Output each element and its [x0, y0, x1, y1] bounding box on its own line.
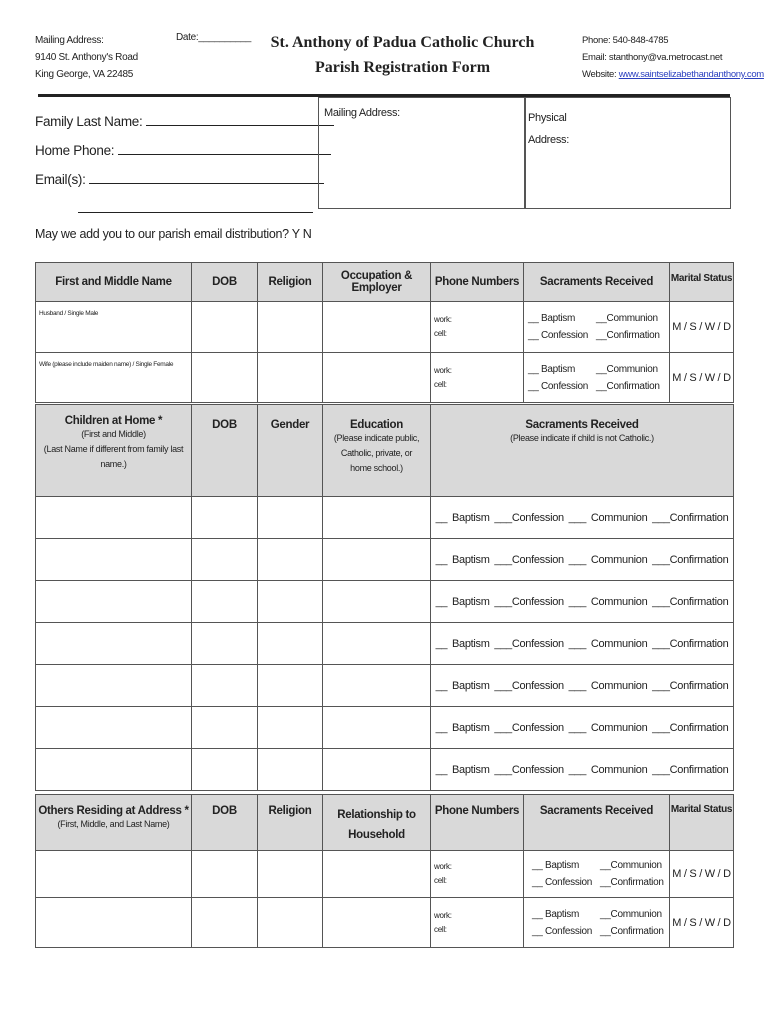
header-others-phone: Phone Numbers	[431, 795, 524, 851]
website-label: Website:	[582, 69, 617, 80]
confirmation-option[interactable]: __Confirmation	[600, 925, 664, 937]
header-others-marital: Marital Status	[670, 795, 734, 851]
child-education-cell[interactable]	[323, 497, 431, 539]
others-table	[35, 794, 734, 948]
church-mailing-address	[35, 32, 138, 83]
cell-label: cell:	[434, 876, 447, 885]
children-name-sub2: (Last Name if different from family last name.)	[43, 444, 184, 469]
wife-phone-cell[interactable]	[431, 353, 524, 403]
education-title: Education	[350, 419, 403, 431]
physical-address-box[interactable]	[524, 97, 731, 209]
child-dob-cell[interactable]	[192, 497, 258, 539]
church-name: St. Anthony of Padua Catholic Church	[270, 34, 535, 51]
other-sacraments-cell[interactable]	[524, 851, 670, 898]
communion-option[interactable]: __Communion	[600, 860, 662, 871]
baptism-option[interactable]: __ Baptism	[528, 313, 576, 324]
children-table	[35, 404, 734, 791]
other-row	[36, 851, 734, 898]
church-contact	[582, 32, 764, 83]
work-label: work:	[434, 315, 452, 324]
wife-marital-cell[interactable]: M / S / W / D	[670, 353, 734, 403]
child-name-cell[interactable]	[36, 497, 192, 539]
cell-label: cell:	[434, 924, 447, 934]
physical-address-box-label	[525, 98, 730, 151]
address-line-2: King George, VA 22485	[35, 69, 134, 80]
family-last-name-field[interactable]	[146, 111, 334, 126]
address-label: Address:	[528, 134, 570, 146]
child-name-cell[interactable]	[36, 623, 192, 665]
child-row	[36, 539, 734, 581]
header-children-gender: Gender	[258, 405, 323, 497]
work-label: work:	[434, 910, 452, 920]
communion-option[interactable]: __Communion	[596, 313, 658, 324]
child-row	[36, 623, 734, 665]
header-others-sacraments: Sacraments Received	[524, 795, 670, 851]
other-marital-cell[interactable]: M / S / W / D	[670, 898, 734, 948]
child-education-cell[interactable]	[323, 581, 431, 623]
mailing-address-box[interactable]	[318, 97, 526, 209]
adults-header-row	[36, 263, 734, 302]
wife-occupation-cell[interactable]	[323, 353, 431, 403]
husband-sacraments-cell[interactable]	[524, 302, 670, 353]
home-phone-row	[35, 140, 331, 158]
child-gender-cell[interactable]	[258, 581, 323, 623]
child-dob-cell[interactable]	[192, 665, 258, 707]
child-dob-cell[interactable]	[192, 581, 258, 623]
children-name-title: Children at Home *	[64, 415, 163, 427]
confession-option[interactable]: __ Confession	[528, 380, 589, 392]
husband-phone-cell[interactable]	[431, 302, 524, 353]
child-education-cell[interactable]	[323, 749, 431, 791]
emails-field-2[interactable]	[78, 198, 313, 213]
mailing-address-box-label: Mailing Address:	[324, 107, 400, 119]
others-name-title: Others Residing at Address *	[38, 805, 189, 817]
children-header-row	[36, 405, 734, 497]
child-dob-cell[interactable]	[192, 707, 258, 749]
husband-marital-cell[interactable]: M / S / W / D	[670, 302, 734, 353]
child-sacraments-cell[interactable]: __ Baptism ___Confession ___ Communion ___Confirmation	[431, 623, 734, 665]
others-name-sub: (First, Middle, and Last Name)	[57, 819, 170, 829]
other-religion-cell[interactable]	[258, 851, 323, 898]
email-distribution-question[interactable]: May we add you to our parish email distribution? Y N	[35, 227, 312, 241]
child-sacraments-cell[interactable]: __ Baptism ___Confession ___ Communion ___Confirmation	[431, 539, 734, 581]
home-phone-label: Home Phone:	[35, 143, 115, 158]
cell-label: cell:	[434, 379, 447, 389]
child-sacraments-cell[interactable]: __ Baptism ___Confession ___ Communion ___Confirmation	[431, 497, 734, 539]
form-title: Parish Registration Form	[314, 59, 491, 76]
child-gender-cell[interactable]	[258, 539, 323, 581]
child-dob-cell[interactable]	[192, 749, 258, 791]
child-education-cell[interactable]	[323, 623, 431, 665]
header-others-dob: DOB	[192, 795, 258, 851]
baptism-option[interactable]: __ Baptism	[528, 363, 576, 375]
emails-label: Email(s):	[35, 172, 86, 187]
physical-label: Physical	[528, 112, 567, 124]
header-children-name	[36, 405, 192, 497]
website-link[interactable]: www.saintselizabethandanthony.com	[618, 69, 764, 80]
others-header-row	[36, 795, 734, 851]
child-sacraments-cell[interactable]: __ Baptism ___Confession ___ Communion ___Confirmation	[431, 665, 734, 707]
header-marital-status: Marital Status	[670, 263, 734, 302]
child-name-cell[interactable]	[36, 749, 192, 791]
child-name-cell[interactable]	[36, 665, 192, 707]
other-dob-cell[interactable]	[192, 898, 258, 948]
child-education-cell[interactable]	[323, 665, 431, 707]
other-phone-cell[interactable]	[431, 851, 524, 898]
child-education-cell[interactable]	[323, 539, 431, 581]
work-label: work:	[434, 365, 452, 375]
husband-name-cell[interactable]: Husband / Single Male	[36, 302, 192, 353]
header-others-religion: Religion	[258, 795, 323, 851]
other-name-cell[interactable]	[36, 898, 192, 948]
other-row	[36, 898, 734, 948]
child-name-cell[interactable]	[36, 707, 192, 749]
husband-occupation-cell[interactable]	[323, 302, 431, 353]
family-last-name-row	[35, 111, 334, 129]
work-label: work:	[434, 862, 452, 871]
header-dob: DOB	[192, 263, 258, 302]
other-name-cell[interactable]	[36, 851, 192, 898]
wife-name-cell[interactable]: Wife (please include maiden name) / Single Female	[36, 353, 192, 403]
child-sacraments-cell[interactable]: __ Baptism ___Confession ___ Communion ___Confirmation	[431, 581, 734, 623]
header-others-relationship: Relationship to Household	[323, 795, 431, 851]
header-phone-numbers: Phone Numbers	[431, 263, 524, 302]
adult-row-husband	[36, 302, 734, 353]
child-name-cell[interactable]	[36, 539, 192, 581]
child-row	[36, 707, 734, 749]
emails-row	[35, 169, 324, 187]
cell-label: cell:	[434, 329, 447, 338]
children-sacraments-title: Sacraments Received	[525, 419, 639, 431]
header-children-sacraments	[431, 405, 734, 497]
education-sub: (Please indicate public, Catholic, private, or home school.)	[333, 433, 420, 473]
header-others-name	[36, 795, 192, 851]
child-sacraments-cell[interactable]: __ Baptism ___Confession ___ Communion ___Confirmation	[431, 749, 734, 791]
child-gender-cell[interactable]	[258, 749, 323, 791]
other-sacraments-cell[interactable]	[524, 898, 670, 948]
child-education-cell[interactable]	[323, 707, 431, 749]
church-email: Email: stanthony@va.metrocast.net	[582, 52, 723, 63]
header-first-middle-name: First and Middle Name	[36, 263, 192, 302]
child-gender-cell[interactable]	[258, 707, 323, 749]
header-occupation: Occupation & Employer	[323, 263, 431, 302]
communion-option[interactable]: __Communion	[600, 908, 662, 920]
confession-option[interactable]: __ Confession	[528, 330, 589, 341]
child-row	[36, 665, 734, 707]
wife-dob-cell[interactable]	[192, 353, 258, 403]
header-sacraments: Sacraments Received	[524, 263, 670, 302]
adults-table	[35, 262, 734, 403]
other-relationship-cell[interactable]	[323, 851, 431, 898]
other-marital-cell[interactable]: M / S / W / D	[670, 851, 734, 898]
confirmation-option[interactable]: __Confirmation	[600, 877, 664, 888]
header-religion: Religion	[258, 263, 323, 302]
baptism-option[interactable]: __ Baptism	[532, 860, 580, 871]
header-children-education	[323, 405, 431, 497]
husband-religion-cell[interactable]	[258, 302, 323, 353]
mailing-address-label: Mailing Address:	[35, 35, 104, 46]
home-phone-field[interactable]	[118, 140, 331, 155]
child-gender-cell[interactable]	[258, 665, 323, 707]
date-field[interactable]: Date:__________	[176, 32, 252, 43]
children-sacraments-sub: (Please indicate if child is not Catholic.)	[510, 433, 654, 443]
child-dob-cell[interactable]	[192, 623, 258, 665]
family-last-name-label: Family Last Name:	[35, 114, 143, 129]
husband-dob-cell[interactable]	[192, 302, 258, 353]
header-children-dob: DOB	[192, 405, 258, 497]
emails-field[interactable]	[89, 169, 324, 184]
wife-religion-cell[interactable]	[258, 353, 323, 403]
child-name-cell[interactable]	[36, 581, 192, 623]
confirmation-option[interactable]: __Confirmation	[596, 330, 660, 341]
form-heading	[270, 30, 535, 80]
confession-option[interactable]: __ Confession	[532, 925, 593, 937]
children-name-sub1: (First and Middle)	[81, 429, 146, 439]
confession-option[interactable]: __ Confession	[532, 877, 593, 888]
confirmation-option[interactable]: __Confirmation	[596, 380, 660, 392]
address-line-1: 9140 St. Anthony's Road	[35, 52, 138, 63]
other-dob-cell[interactable]	[192, 851, 258, 898]
communion-option[interactable]: __Communion	[596, 363, 658, 375]
child-row	[36, 749, 734, 791]
child-row	[36, 581, 734, 623]
child-dob-cell[interactable]	[192, 539, 258, 581]
baptism-option[interactable]: __ Baptism	[532, 908, 580, 920]
wife-sacraments-cell[interactable]	[524, 353, 670, 403]
child-gender-cell[interactable]	[258, 623, 323, 665]
other-religion-cell[interactable]	[258, 898, 323, 948]
child-row	[36, 497, 734, 539]
child-sacraments-cell[interactable]: __ Baptism ___Confession ___ Communion ___Confirmation	[431, 707, 734, 749]
other-relationship-cell[interactable]	[323, 898, 431, 948]
other-phone-cell[interactable]	[431, 898, 524, 948]
child-gender-cell[interactable]	[258, 497, 323, 539]
adult-row-wife	[36, 353, 734, 403]
church-phone: Phone: 540-848-4785	[582, 35, 669, 46]
